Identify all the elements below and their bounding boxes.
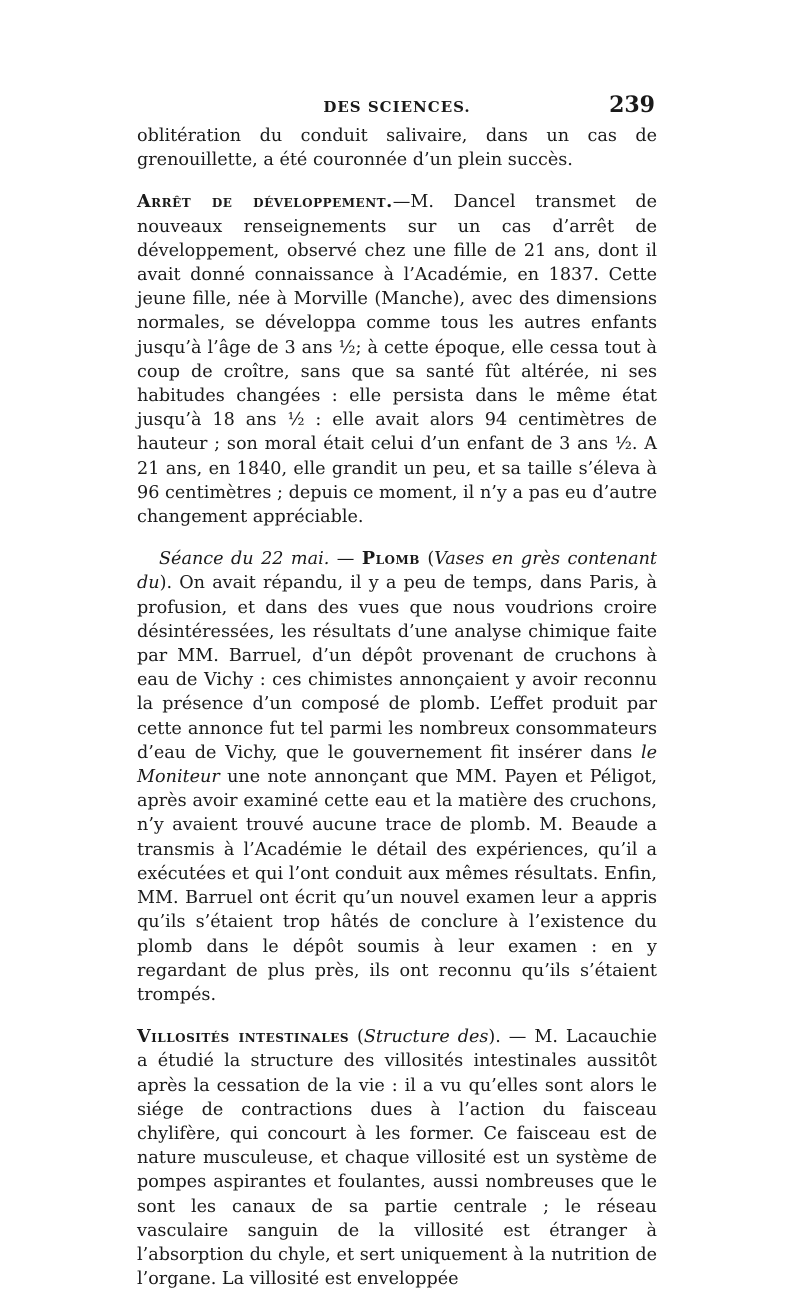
dash: — <box>329 549 362 570</box>
paragraph-text: M. Lacauchie a étudié la structure des villosités intestinales aussitôt après la cessation de la vie : il a vu qu’elles sont alors le siége de contractions dues à l’action du faisceau chylifère, qui concourt à les former. Ce faisceau est de nature musculeuse, et chaque villosité est un système de pompes aspirantes et foulantes, aussi nombreuses que le sont les canaux de sa partie centrale ; le réseau vasculaire sanguin de la villosité est étranger à l’absorption du chyle, et sert uniquement à la nutrition de l’organe. La villosité est enveloppée <box>137 1027 657 1290</box>
section-subtitle: Structure des <box>363 1027 489 1048</box>
paragraph-text: —M. Dancel transmet de nouveaux renseignements sur un cas d’arrêt de développement, observé chez une fille de 21 ans, dont il avait donné connaissance à l’Académie, en 1837. Cette jeune fille, née à Morville (Manche), avec des dimensions normales, se développa comme tous les autres enfants jusqu’à l’âge de 3 ans ½; à cette époque, elle cessa tout à coup de croître, sans que sa santé fût altérée, ni ses habitudes changées : elle persista dans le même état jusqu’à 18 ans ½ : elle avait alors 94 centimètres de hauteur ; son moral était celui d’un enfant de 3 ans ½. A 21 ans, en 1840, elle grandit un peu, et sa taille s’éleva à 96 centimètres ; depuis ce moment, il n’y a pas eu d’autre changement appréciable. <box>137 192 658 528</box>
subtitle-open: ( <box>419 549 435 570</box>
running-head <box>137 88 657 124</box>
paragraph-salivary <box>137 124 657 172</box>
paragraph-text: oblitération du conduit salivaire, dans un cas de grenouillette, a été couronnée d’un plein succès. <box>137 126 657 171</box>
book-page <box>137 88 657 1291</box>
paragraph-plomb <box>137 547 657 1007</box>
subtitle-open: ( <box>349 1027 364 1048</box>
paragraph-arret-developpement <box>137 190 657 529</box>
seance-date: Séance du 22 mai. <box>159 549 330 570</box>
paragraph-text: On avait répandu, il y a peu de temps, dans Paris, à profusion, et dans des vues que nous voudrions croire désintéressées, les résultats d’une analyse chimique faite par MM. Barruel, d’un dépôt provenant de cruchons à eau de Vichy : ces chimistes annonçaient y avoir reconnu la présence d’un composé de plomb. L’effet produit par cette annonce fut tel parmi les nombreux consommateurs d’eau de Vichy, que le gouvernement fit insérer dans <box>137 573 657 763</box>
section-heading: Plomb <box>361 548 420 570</box>
subtitle-close: ). <box>159 573 173 594</box>
subtitle-close: ). — <box>488 1027 535 1048</box>
paragraph-text-continued: une note annonçant que MM. Payen et Péligot, après avoir examiné cette eau et la matière des cruchons, n’y avaient trouvé aucune trace de plomb. M. Beaude a transmis à l’Académie le détail des expériences, qu’il a exécutées et qui l’ont conduit aux mêmes résultats. Enfin, MM. Barruel ont écrit qu’un nouvel examen leur a appris qu’ils s’étaient trop hâtés de conclure à l’existence du plomb dans le dépôt soumis à leur examen : en y regardant de plus près, ils ont reconnu qu’ils s’étaient trompés. <box>137 767 657 1005</box>
paragraph-gap <box>137 529 657 547</box>
section-subtitle: Vases en grès contenant du <box>137 549 657 594</box>
paragraph-villosites <box>137 1025 657 1291</box>
page-number: 239 <box>609 92 655 118</box>
section-heading: Villosités intestinales <box>137 1026 349 1048</box>
paragraph-gap <box>137 172 657 190</box>
section-heading: Arrêt de développement. <box>137 191 393 213</box>
running-title: DES SCIENCES. <box>323 98 471 116</box>
paragraph-gap <box>137 1007 657 1025</box>
italic-title: le Moniteur <box>137 742 657 788</box>
